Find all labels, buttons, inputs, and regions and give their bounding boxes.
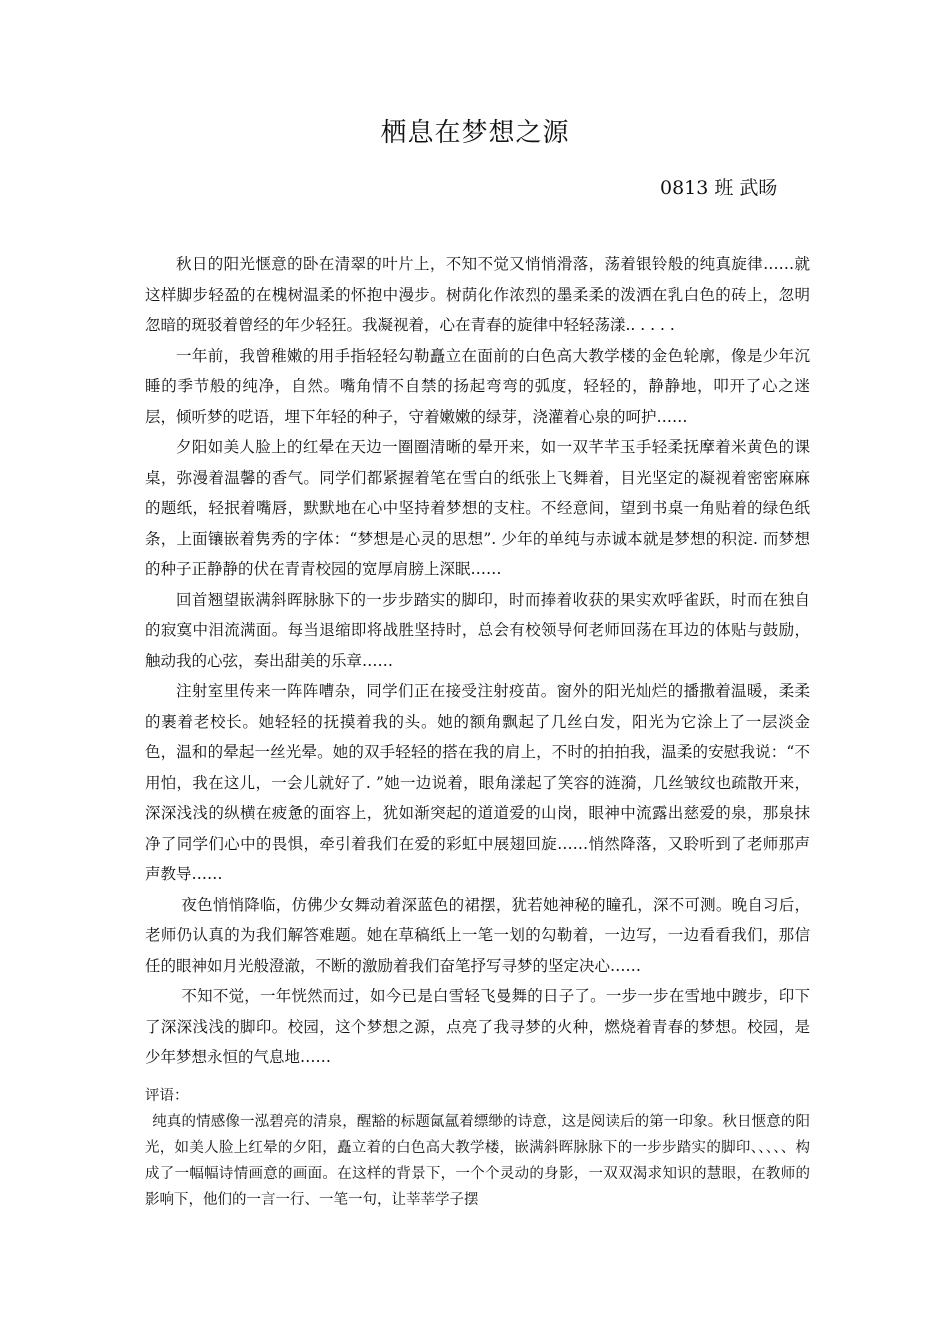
paragraph: 秋日的阳光惬意的卧在清翠的叶片上，不知不觉又悄悄滑落，荡着银铃般的纯真旋律……就这样脚步轻盈的在槐树温柔的怀抱中漫步。树荫化作浓烈的墨柔柔的泼洒在乳白色的砖上，忽明忽暗的斑驳着曾经的年少轻狂。我凝视着，心在青春的旋律中轻轻荡漾.. . . . .: [145, 255, 810, 334]
paragraph: 一年前，我曾稚嫩的用手指轻轻勾勒矗立在面前的白色高大教学楼的金色轮廓，像是少年沉睡的季节般的纯净，自然。嘴角情不自禁的扬起弯弯的弧度，轻轻的，静静地，叩开了心之迷层，倾听梦的呓语，埋下年轻的种子，守着嫩嫩的绿芽，浇灌着心泉的呵护……: [145, 346, 810, 426]
paragraph: 回首翘望嵌满斜晖脉脉下的一步步踏实的脚印，时而捧着收获的果实欢呼雀跃，时而在独自的寂寞中泪流满面。每当退缩即将战胜坚持时，总会有校领导何老师回荡在耳边的体贴与鼓励，触动我的心弦，奏出甜美的乐章……: [145, 590, 810, 670]
teacher-comment: [145, 1083, 810, 1213]
comment-label: 评语：: [145, 1088, 189, 1104]
paragraph: 注射室里传来一阵阵嘈杂，同学们正在接受注射疫苗。窗外的阳光灿烂的播撒着温暖，柔柔的裹着老校长。她轻轻的抚摸着我的头。她的额角飘起了几丝白发，阳光为它涂上了一层淡金色，温和的晕起一丝光晕。她的双手轻轻的搭在我的肩上，不时的拍拍我，温柔的安慰我说：“不用怕，我在这儿，一会儿就好了. ”她一边说着，眼角漾起了笑容的涟漪，几丝皱纹也疏散开来，深深浅浅的纵横在疲惫的面容上，犹如渐突起的道道爱的山岗，眼神中流露出慈爱的泉，那泉抹净了同学们心中的畏惧，牵引着我们在爱的彩虹中展翅回旋……悄然降落，又聆听到了老师那声声教导……: [145, 682, 810, 883]
essay-title: 栖息在梦想之源: [380, 118, 570, 148]
author-byline: 0813 班 武旸: [660, 177, 778, 199]
comment-text: 纯真的情感像一泓碧亮的清泉，醒豁的标题氤氲着缥缈的诗意，这是阅读后的第一印象。秋日惬意的阳光，如美人脸上红晕的夕阳，矗立着的白色高大教学楼，嵌满斜晖脉脉下的一步步踏实的脚印、、、、、构成了一幅幅诗情画意的画面。在这样的背景下，一个个灵动的身影，一双双渴求知识的慧眼，在教师的影响下，他们的一言一行、一笔一句，让莘莘学子摆: [145, 1114, 810, 1208]
paragraph: 夕阳如美人脸上的红晕在天边一圈圈清晰的晕开来，如一双芊芊玉手轻柔抚摩着米黄色的课桌，弥漫着温馨的香气。同学们都紧握着笔在雪白的纸张上飞舞着，目光坚定的凝视着密密麻麻的题纸，轻抿着嘴唇，默默地在心中坚持着梦想的支柱。不经意间，望到书桌一角贴着的绿色纸条，上面镶嵌着隽秀的字体：“梦想是心灵的思想”. 少年的单纯与赤诚本就是梦想的积淀. 而梦想的种子正静静的伏在青青校园的宽厚肩膀上深眠……: [145, 438, 810, 578]
paragraph: 不知不觉，一年恍然而过，如今已是白雪轻飞曼舞的日子了。一步一步在雪地中踱步，印下了深深浅浅的脚印。校园，这个梦想之源，点亮了我寻梦的火种，燃烧着青春的梦想。校园，是少年梦想永恒的气息地……: [145, 987, 810, 1066]
essay-body: [145, 249, 810, 1073]
paragraph: 夜色悄悄降临，仿佛少女舞动着深蓝色的裙摆，犹若她神秘的瞳孔，深不可测。晚自习后，老师仍认真的为我们解答难题。她在草稿纸上一笔一划的勾勒着，一边写，一边看看我们，那信任的眼神如月光般澄澈，不断的激励着我们奋笔抒写寻梦的坚定决心……: [145, 895, 810, 975]
